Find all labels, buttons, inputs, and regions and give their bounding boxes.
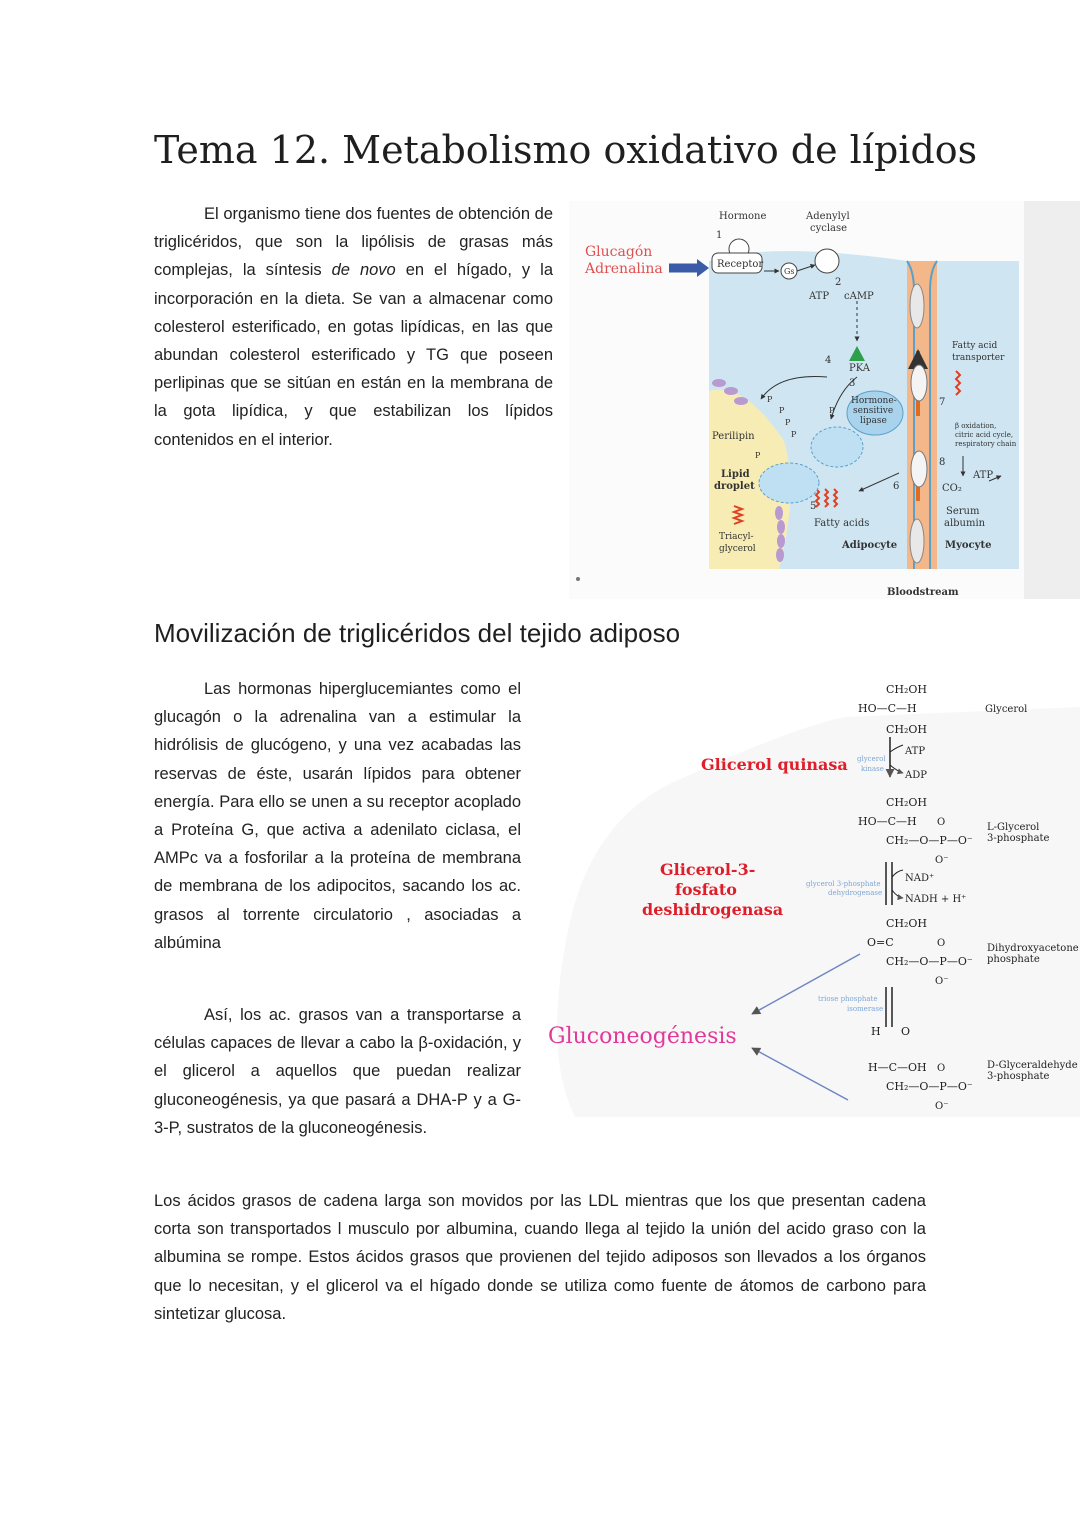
svg-text:P: P bbox=[767, 395, 773, 404]
transport-paragraph: Así, los ac. grasos van a transportarse a células capaces de llevar a cabo la β-oxidación, y el glicerol a aquellos que puedan realizar gluconeogénesis, ya que pasará a DHA-P y a G-3-P, sustratos de la gluconeogénesis. bbox=[154, 1006, 521, 1137]
pka-label: PKA bbox=[849, 363, 871, 374]
svg-text:P: P bbox=[779, 406, 785, 415]
svg-text:CH₂—O—P—O⁻: CH₂—O—P—O⁻ bbox=[886, 834, 973, 847]
svg-text:D-Glyceraldehyde: D-Glyceraldehyde bbox=[987, 1060, 1078, 1071]
svg-text:CH₂—O—P—O⁻: CH₂—O—P—O⁻ bbox=[886, 1080, 973, 1093]
svg-text:albumin: albumin bbox=[944, 518, 986, 529]
perilipin-label: Perilipin bbox=[712, 431, 755, 442]
svg-text:NADH + H⁺: NADH + H⁺ bbox=[905, 894, 967, 905]
svg-text:CH₂OH: CH₂OH bbox=[886, 796, 928, 809]
svg-text:glycerol 3-phosphate: glycerol 3-phosphate bbox=[806, 880, 881, 888]
svg-text:isomerase: isomerase bbox=[847, 1005, 884, 1013]
intro-paragraph-start: El organismo tiene dos fuentes de obtención de triglicéridos, que son la lipólisis de grasas más complejas, la síntesis bbox=[154, 205, 553, 280]
svg-text:Glicerol-3-: Glicerol-3- bbox=[660, 860, 756, 879]
section-title: Movilización de triglicéridos del tejido adiposo bbox=[154, 618, 681, 648]
lipolysis-diagram bbox=[569, 201, 1080, 599]
svg-text:dehydrogenase: dehydrogenase bbox=[828, 889, 883, 897]
glycerol-label: Glycerol bbox=[985, 704, 1028, 715]
myocyte-label: Myocyte bbox=[945, 540, 992, 551]
svg-text:3-phosphate: 3-phosphate bbox=[987, 1071, 1050, 1082]
svg-text:Adenylyl: Adenylyl bbox=[806, 211, 850, 222]
svg-text:O=C: O=C bbox=[867, 936, 894, 949]
svg-text:citric acid cycle,: citric acid cycle, bbox=[955, 431, 1014, 439]
svg-text:deshidrogenasa: deshidrogenasa bbox=[642, 900, 784, 919]
fatty-acid-transport-paragraph: Los ácidos grasos de cadena larga son movidos por las LDL mientras que los que presentan cadena corta son transportados l musculo por albumina, cuando llega al tejido la unión del acido graso con la albumina se rompe. Estos ácidos grasos que provienen del tejido adiposos son llevados a los órganos que lo necesitan, y el glicerol va el hígado donde se utiliza como fuente de átomos de carbono para sintetizar glucosa. bbox=[154, 1192, 926, 1323]
svg-text:cAMP: cAMP bbox=[844, 291, 874, 302]
svg-text:5: 5 bbox=[810, 501, 817, 512]
svg-text:Dihydroxyacetone: Dihydroxyacetone bbox=[987, 943, 1079, 954]
svg-text:Lipid: Lipid bbox=[721, 469, 750, 480]
svg-text:phosphate: phosphate bbox=[987, 954, 1040, 965]
adipocyte-label: Adipocyte bbox=[842, 540, 898, 551]
svg-text:8: 8 bbox=[939, 457, 946, 468]
svg-text:CH₂OH: CH₂OH bbox=[886, 723, 928, 736]
svg-text:H—C—OH: H—C—OH bbox=[868, 1061, 927, 1074]
svg-text:O: O bbox=[901, 1025, 911, 1038]
erythrocyte-shape bbox=[910, 284, 924, 328]
svg-text:P: P bbox=[791, 430, 797, 439]
svg-text:CH₂—O—P—O⁻: CH₂—O—P—O⁻ bbox=[886, 955, 973, 968]
glycerol-pathway-diagram bbox=[545, 677, 1080, 1122]
svg-text:CH₂OH: CH₂OH bbox=[886, 683, 928, 696]
svg-text:lipase: lipase bbox=[860, 416, 887, 426]
svg-text:O⁻: O⁻ bbox=[935, 976, 949, 987]
svg-text:triose phosphate: triose phosphate bbox=[818, 995, 878, 1003]
svg-text:fosfato: fosfato bbox=[675, 880, 737, 899]
svg-text:Gs: Gs bbox=[784, 267, 795, 276]
svg-text:Hormone-: Hormone- bbox=[851, 396, 897, 406]
svg-text:transporter: transporter bbox=[952, 353, 1005, 363]
svg-text:HO—C—H: HO—C—H bbox=[858, 815, 917, 828]
svg-text:6: 6 bbox=[893, 481, 900, 492]
intro-paragraph bbox=[154, 200, 553, 454]
svg-text:O⁻: O⁻ bbox=[935, 1101, 949, 1112]
svg-text:NAD⁺: NAD⁺ bbox=[905, 873, 935, 884]
svg-text:O⁻: O⁻ bbox=[935, 855, 949, 866]
svg-text:Triacyl-: Triacyl- bbox=[719, 532, 754, 542]
intro-paragraph-emphasis: de novo bbox=[331, 261, 396, 280]
erythrocyte-shape bbox=[910, 519, 924, 563]
svg-text:4: 4 bbox=[825, 355, 832, 366]
svg-text:O: O bbox=[937, 1063, 946, 1074]
svg-text:respiratory chain: respiratory chain bbox=[955, 440, 1017, 448]
svg-text:O: O bbox=[937, 817, 946, 828]
svg-text:sensitive: sensitive bbox=[853, 406, 894, 416]
receptor-label: Receptor bbox=[717, 259, 764, 270]
hormone-label: Hormone bbox=[719, 211, 767, 222]
svg-text:droplet: droplet bbox=[714, 481, 755, 492]
intro-paragraph-end: en el hígado, y la incorporación en la dieta. Se van a almacenar como colesterol esterificado, en gotas lipídicas, en las que abundan colesterol esterificado y TG que poseen perlipinas que se sitúan en están en la membrana de la gota lipídica, y que estabilizan los lípidos contenidos en el interior. bbox=[154, 261, 553, 449]
svg-text:ATP: ATP bbox=[809, 291, 830, 302]
svg-text:CH₂OH: CH₂OH bbox=[886, 917, 928, 930]
hormones-paragraph: Las hormonas hiperglucemiantes como el glucagón o la adrenalina van a estimular la hidrólisis de glucógeno, y una vez acabadas las reservas de éste, usarán lípidos para obtener energía. Para ello se unen a su receptor acoplado a Proteína G, que activa a adenilato ciclasa, el AMPc va a fosforilar a la proteína de membrana de membrana de los adipocitos, sacando los ac. grasos al torrente circulatorio , asociadas a albúmina bbox=[154, 680, 521, 952]
svg-text:CO₂: CO₂ bbox=[942, 483, 962, 494]
svg-text:Serum: Serum bbox=[946, 506, 980, 517]
svg-text:2: 2 bbox=[835, 277, 842, 288]
fatty-acids-label: Fatty acids bbox=[814, 518, 870, 529]
svg-text:L-Glycerol: L-Glycerol bbox=[987, 822, 1040, 833]
svg-text:glycerol: glycerol bbox=[857, 755, 886, 763]
svg-text:cyclase: cyclase bbox=[810, 223, 848, 234]
svg-text:O: O bbox=[937, 938, 946, 949]
svg-text:1: 1 bbox=[716, 230, 723, 241]
svg-text:ADP: ADP bbox=[905, 770, 927, 781]
svg-text:P: P bbox=[829, 406, 835, 415]
svg-text:3: 3 bbox=[849, 378, 856, 389]
svg-text:HO—C—H: HO—C—H bbox=[858, 702, 917, 715]
glucagon-label: Glucagón bbox=[585, 244, 653, 260]
svg-text:P: P bbox=[755, 451, 761, 460]
svg-text:ATP: ATP bbox=[905, 746, 926, 757]
svg-text:glycerol: glycerol bbox=[719, 544, 756, 554]
adrenalin-label: Adrenalina bbox=[585, 261, 663, 277]
svg-text:kinase: kinase bbox=[861, 765, 884, 773]
glycerol-kinase-label: Glicerol quinasa bbox=[701, 755, 848, 774]
svg-text:Fatty acid: Fatty acid bbox=[952, 341, 998, 351]
page-title: Tema 12. Metabolismo oxidativo de lípidos bbox=[154, 128, 978, 172]
svg-text:P: P bbox=[785, 418, 791, 427]
bloodstream-label: Bloodstream bbox=[887, 587, 959, 598]
svg-text:H: H bbox=[871, 1025, 881, 1038]
svg-text:ATP: ATP bbox=[973, 470, 994, 481]
svg-text:3-phosphate: 3-phosphate bbox=[987, 833, 1050, 844]
svg-text:7: 7 bbox=[939, 397, 946, 408]
svg-text:β oxidation,: β oxidation, bbox=[955, 422, 997, 430]
gluconeogenesis-label: Gluconeogénesis bbox=[548, 1024, 737, 1049]
